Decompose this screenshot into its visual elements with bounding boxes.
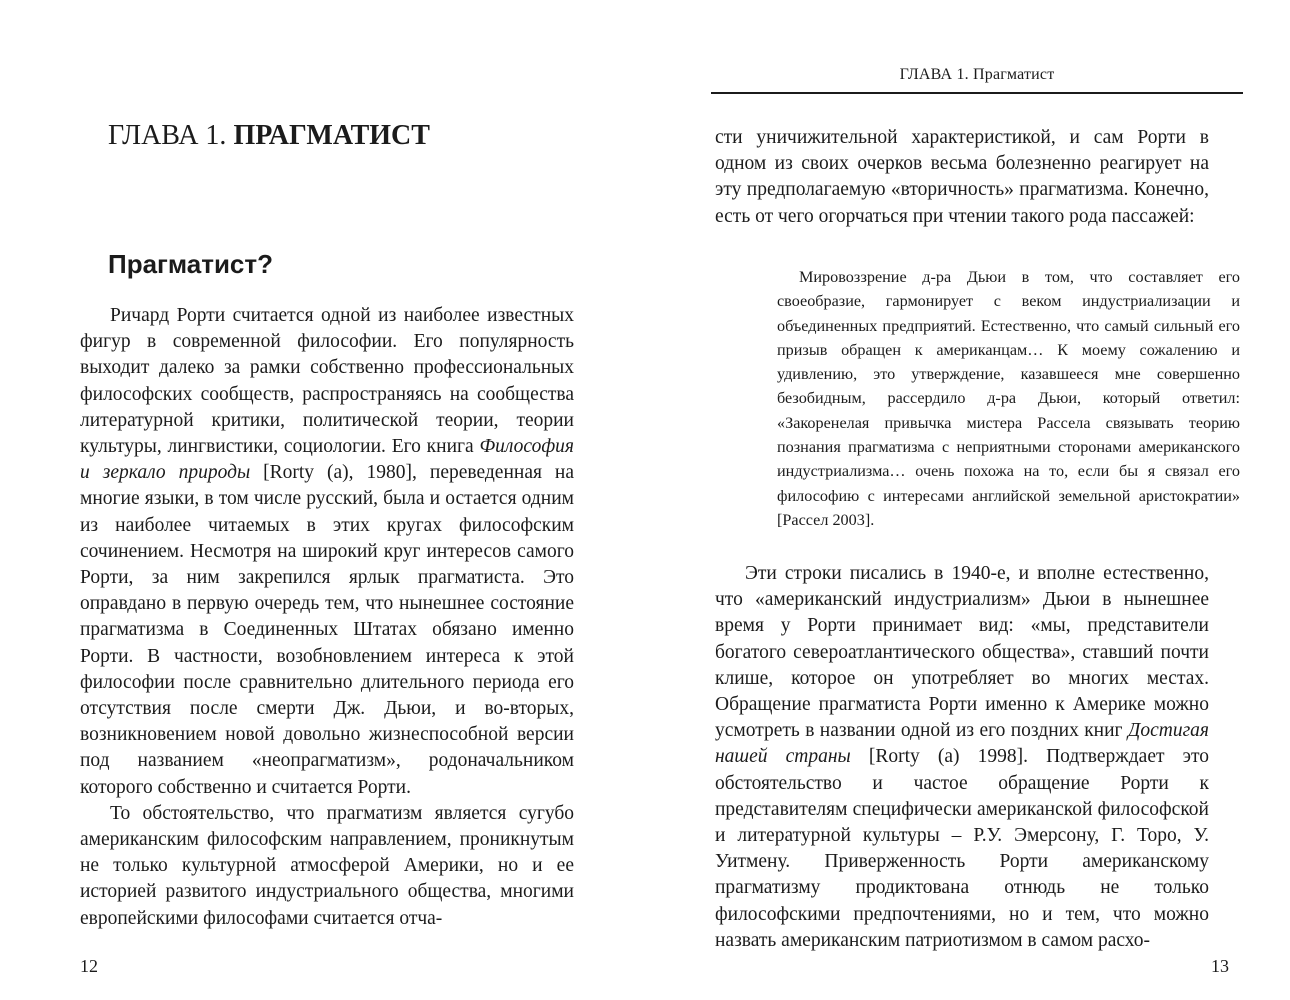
book-title-italic: Достигая нашей страны: [715, 720, 1209, 768]
right-body-text-top: [715, 125, 1209, 230]
left-body-text: [80, 303, 574, 932]
text-run: Ричард Рорти считается одной из наиболее известных фигур в современной философии. Его популярность выходит далеко за рамки собственно профессиональных философских сообществ, распространяясь на сообщества литературной критики, политической теории, теории культуры, лингвистики, социологии. Его книга: [80, 305, 574, 458]
block-quote: [777, 265, 1240, 532]
book-title-italic: Философия и зеркало природы: [80, 436, 574, 484]
text-run: [Rorty (a) 1998]. Подтверждает это обстоятельство и частое обращение Рорти к представителям специфически американской философской и литературной культуры – Р.У. Эмерсону, Г. Торо, У. Уитмену. Приверженность Рорти американскому прагматизму продиктована отнюдь не только философскими предпочтениями, но и тем, что можно назвать американским патриотизмом в самом расхо-: [715, 746, 1209, 951]
quote-text: Мировоззрение д-ра Дьюи в том, что составляет его своеобразие, гармонирует с веком индустриализации и объединенных предприятий. Естественно, что самый сильный его призыв обращен к американцам… К моему сожалению и удивлению, это утверждение, казавшееся мне совершенно безобидным, рассердило д-ра Дьюи, который ответил: «Закоренелая привычка мистера Рассела связывать теорию познания прагматизма с неприятными сторонами американского индустриализма… очень похожа на то, если бы я связал его философию с интересами английской земельной аристократии» [Рассел 2003].: [777, 268, 1240, 529]
running-head: ГЛАВА 1. Прагматист: [899, 66, 1055, 83]
header-rule: [711, 92, 1243, 94]
right-body-text-bottom: [715, 561, 1209, 954]
paragraph: [715, 561, 1209, 954]
page-number: 13: [1211, 956, 1229, 976]
page-number: 12: [80, 956, 98, 976]
text-run: [Rorty (a), 1980], переведенная на многие языки, в том числе русский, была и остается одним из наиболее читаемых в этих кругах философским сочинением. Несмотря на широкий круг интересов самого Рорти, за ним закрепился ярлык прагматиста. Это оправдано в первую очередь тем, что нынешнее состояние прагматизма в Соединенных Штатах обязано именно Рорти. В частности, возобновлением интереса к этой философии после сравнительно длительного периода его отсутствия после смерти Дж. Дьюи, и во-вторых, возникновением новой довольно жизнеспособной версии под названием «неопрагматизм», родоначальником которого собственно и считается Рорти.: [80, 462, 575, 798]
section-heading: Прагматист?: [108, 249, 274, 279]
text-run: Эти строки писались в 1940-е, и вполне естественно, что «американский индустриализм» Дьюи в нынешнее время у Рорти принимает вид: «мы, представители богатого североатлантического общества», ставший почти клише, которое он употребляет во многих местах. Обращение прагматиста Рорти именно к Америке можно усмотреть в названии одной из его поздних книг: [715, 563, 1209, 742]
paragraph: То обстоятельство, что прагматизм является сугубо американским философским направлением, проникнутым не только культурной атмосферой Америки, но и ее историей развитого индустриального общества, многими европейскими философами считается отча-: [80, 802, 574, 929]
paragraph: [80, 303, 574, 801]
right-page: [645, 0, 1290, 1000]
paragraph-continued: сти уничижительной характеристикой, и сам Рорти в одном из своих очерков весьма болезненно реагирует на эту предполагаемую «вторичность» прагматизма. Конечно, есть от чего огорчаться при чтении такого рода пассажей:: [715, 127, 1209, 227]
chapter-title: [108, 120, 430, 152]
chapter-label: ГЛАВА 1.: [108, 120, 227, 151]
chapter-name: ПРАГМАТИСТ: [233, 120, 430, 151]
